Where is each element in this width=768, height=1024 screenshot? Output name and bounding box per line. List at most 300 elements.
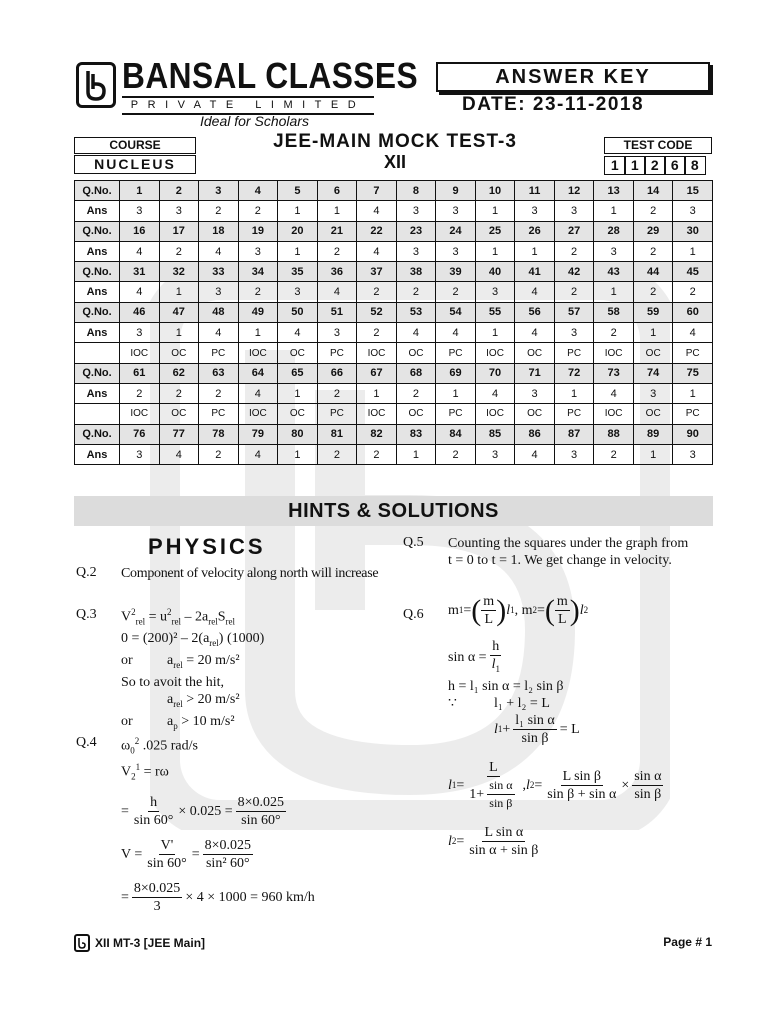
question-number-cell: 82: [357, 424, 397, 444]
fraction: L 1+ $\frac{\text{sin α}}{\text{sin β}}$: [469, 759, 513, 810]
answer-cell: 2: [633, 201, 673, 221]
answer-cell: 1: [594, 201, 634, 221]
question-number-cell: 57: [554, 302, 594, 322]
answer-cell: 4: [199, 241, 239, 261]
answer-cell: 4: [120, 282, 160, 302]
question-type-cell: OC: [396, 343, 436, 363]
question-number-cell: 68: [396, 363, 436, 383]
question-number-cell: 54: [436, 302, 476, 322]
equation-line: So to avoit the hit,: [121, 675, 225, 691]
course-label: COURSE: [74, 137, 196, 154]
solution-q5: [448, 535, 688, 569]
question-type-cell: IOC: [357, 343, 397, 363]
answer-row: [75, 201, 713, 221]
answer-cell: 2: [199, 383, 239, 403]
question-number-cell: 42: [554, 262, 594, 282]
row-label: Q.No.: [75, 363, 120, 383]
answer-cell: 1: [317, 201, 357, 221]
question-number: Q.4: [76, 735, 97, 750]
answer-cell: 1: [278, 201, 318, 221]
question-type-cell: PC: [199, 343, 239, 363]
question-number-cell: 89: [633, 424, 673, 444]
question-number-cell: 77: [159, 424, 199, 444]
equation-line: m 1 = ( $\frac{m}{L}$ ) l 1 , m 2 = ( $\frac{m}{L}$ ) l 2: [448, 593, 589, 627]
question-number-cell: 29: [633, 221, 673, 241]
fraction: $\frac{8\times 0.025}{\text{sin² 60°}}$: [204, 837, 252, 871]
question-number-cell: 88: [594, 424, 634, 444]
question-number-cell: 86: [515, 424, 555, 444]
answer-key-table: [74, 180, 713, 465]
answer-cell: 4: [317, 282, 357, 302]
answer-cell: 2: [633, 282, 673, 302]
row-label: Ans: [75, 444, 120, 464]
answer-cell: 2: [673, 282, 713, 302]
question-number-cell: 6: [317, 181, 357, 201]
question-number-cell: 18: [199, 221, 239, 241]
question-number-cell: 41: [515, 262, 555, 282]
answer-cell: 1: [475, 323, 515, 343]
question-number-row: [75, 363, 713, 383]
question-number-cell: 70: [475, 363, 515, 383]
answer-cell: 1: [159, 282, 199, 302]
answer-row: [75, 383, 713, 403]
test-title: JEE-MAIN MOCK TEST-3: [273, 131, 517, 152]
answer-cell: 2: [238, 282, 278, 302]
question-type-cell: PC: [673, 404, 713, 424]
solution-text: Counting the squares under the graph from: [448, 536, 689, 551]
test-code-digit: 2: [644, 156, 666, 175]
question-number-cell: 53: [396, 302, 436, 322]
question-number-cell: 78: [199, 424, 239, 444]
exam-date: DATE: 23-11-2018: [462, 94, 645, 115]
fraction: $\frac{\text{L sin α}}{\text{sin α + sin β}}$: [469, 824, 539, 858]
answer-cell: 4: [357, 201, 397, 221]
question-number-cell: 59: [633, 302, 673, 322]
question-number-cell: 13: [594, 181, 634, 201]
equation-line: $V^2_{rel} = u^2_{rel} - 2a_{rel}S_{rel}$: [121, 607, 236, 627]
equation-line: $V_2^1 = r\omega$: [121, 762, 169, 782]
test-code-digit: 6: [664, 156, 686, 175]
question-number-cell: 23: [396, 221, 436, 241]
question-number-cell: 40: [475, 262, 515, 282]
fraction: $\frac{V'}{\sin 60^\circ}$: [147, 837, 187, 871]
answer-cell: 4: [673, 323, 713, 343]
answer-cell: 1: [278, 383, 318, 403]
question-type-cell: IOC: [120, 404, 160, 424]
question-number-cell: 73: [594, 363, 634, 383]
question-number-cell: 49: [238, 302, 278, 322]
question-number-cell: 63: [199, 363, 239, 383]
question-number-cell: 12: [554, 181, 594, 201]
answer-cell: 4: [436, 323, 476, 343]
answer-cell: 1: [554, 383, 594, 403]
answer-cell: 3: [673, 444, 713, 464]
answer-cell: 4: [515, 444, 555, 464]
question-number-cell: 87: [554, 424, 594, 444]
answer-cell: 3: [475, 282, 515, 302]
question-number-row: [75, 221, 713, 241]
row-label: Ans: [75, 323, 120, 343]
question-number-cell: 55: [475, 302, 515, 322]
question-type-cell: PC: [317, 343, 357, 363]
question-number-cell: 11: [515, 181, 555, 201]
question-number-cell: 45: [673, 262, 713, 282]
question-number-cell: 39: [436, 262, 476, 282]
test-code-digits: [604, 156, 704, 175]
fraction: $\frac{8\times 0.025}{\sin 60^\circ}$: [237, 794, 285, 828]
fraction: $\frac{\text{l₁ sin α}}{\text{sin β}}$: [515, 712, 555, 746]
answer-cell: 3: [159, 201, 199, 221]
question-number-cell: 58: [594, 302, 634, 322]
question-number-cell: 67: [357, 363, 397, 383]
answer-cell: 2: [317, 444, 357, 464]
question-number-cell: 32: [159, 262, 199, 282]
answer-cell: 4: [120, 241, 160, 261]
fraction: $\frac{h}{\sin 60^\circ}$: [133, 794, 174, 828]
question-number-cell: 46: [120, 302, 160, 322]
question-number-cell: 79: [238, 424, 278, 444]
answer-cell: 2: [436, 444, 476, 464]
row-label: Ans: [75, 383, 120, 403]
question-type-cell: IOC: [238, 343, 278, 363]
answer-cell: 4: [515, 323, 555, 343]
question-number-cell: 22: [357, 221, 397, 241]
answer-cell: 4: [278, 323, 318, 343]
question-number-cell: 62: [159, 363, 199, 383]
question-number-row: [75, 302, 713, 322]
question-type-cell: PC: [436, 343, 476, 363]
question-number-cell: 28: [594, 221, 634, 241]
row-label: Q.No.: [75, 221, 120, 241]
answer-cell: 3: [120, 201, 160, 221]
answer-cell: 2: [159, 241, 199, 261]
question-type-cell: PC: [436, 404, 476, 424]
equation-line: l 1 + $\frac{\text{l₁ sin α}}{\text{sin β}}$ = L: [494, 712, 580, 746]
answer-cell: 1: [278, 241, 318, 261]
answer-cell: 3: [396, 241, 436, 261]
equation-line: l 1 = L 1+ $\frac{\text{sin α}}{\text{sin β}}$ , l 2 = $\frac{\text{L sin β}}{\text{sin β + sin α}}$ × $\frac{\text{sin α}}{\text{sin β}}$: [448, 759, 662, 810]
question-number-row: [75, 181, 713, 201]
question-type-cell: IOC: [594, 343, 634, 363]
question-type-row: [75, 343, 713, 363]
answer-cell: 2: [554, 282, 594, 302]
question-number-cell: 25: [475, 221, 515, 241]
answer-row: [75, 282, 713, 302]
question-type-cell: IOC: [120, 343, 160, 363]
answer-cell: 2: [238, 201, 278, 221]
answer-cell: 4: [238, 383, 278, 403]
question-number-cell: 84: [436, 424, 476, 444]
fraction: $\frac{h}{l_1}$: [491, 639, 500, 674]
question-type-cell: PC: [554, 404, 594, 424]
question-number-cell: 85: [475, 424, 515, 444]
question-type-cell: PC: [554, 343, 594, 363]
class-name: XII: [383, 152, 406, 172]
answer-cell: 3: [594, 241, 634, 261]
answer-key-banner: ANSWER KEY: [436, 62, 710, 92]
answer-cell: 4: [594, 383, 634, 403]
question-number-cell: 8: [396, 181, 436, 201]
answer-cell: 3: [515, 201, 555, 221]
answer-row: [75, 444, 713, 464]
question-number-cell: 19: [238, 221, 278, 241]
answer-cell: 2: [120, 383, 160, 403]
answer-cell: 3: [633, 383, 673, 403]
section-title: HINTS & SOLUTIONS: [74, 496, 713, 526]
question-number-cell: 76: [120, 424, 160, 444]
question-type-cell: IOC: [238, 404, 278, 424]
answer-cell: 3: [199, 282, 239, 302]
answer-cell: 3: [120, 444, 160, 464]
question-type-cell: PC: [673, 343, 713, 363]
answer-cell: 2: [436, 282, 476, 302]
answer-cell: 2: [357, 444, 397, 464]
question-number-cell: 3: [199, 181, 239, 201]
question-number: Q.5: [403, 535, 424, 550]
answer-row: [75, 323, 713, 343]
question-number-cell: 16: [120, 221, 160, 241]
answer-cell: 1: [673, 241, 713, 261]
answer-cell: 2: [357, 282, 397, 302]
answer-cell: 4: [396, 323, 436, 343]
answer-cell: 4: [199, 323, 239, 343]
answer-cell: 1: [278, 444, 318, 464]
question-number-cell: 21: [317, 221, 357, 241]
question-number-cell: 43: [594, 262, 634, 282]
course-value: NUCLEUS: [74, 155, 196, 174]
question-number-row: [75, 262, 713, 282]
question-type-cell: OC: [515, 404, 555, 424]
answer-cell: 3: [673, 201, 713, 221]
question-number-cell: 5: [278, 181, 318, 201]
answer-cell: 3: [317, 323, 357, 343]
equation-line: $0 = (200)^2 - 2(a_{rel})$ (1000): [121, 631, 265, 649]
question-type-cell: IOC: [475, 404, 515, 424]
answer-cell: 2: [317, 383, 357, 403]
page-number: Page # 1: [663, 935, 712, 949]
equation-line: or $a_p > 10$ m/s²: [121, 713, 235, 731]
question-number-cell: 65: [278, 363, 318, 383]
answer-cell: 4: [159, 444, 199, 464]
equation-line: h = l₁ sin α = l₂ sin β: [448, 678, 564, 694]
answer-cell: 2: [317, 241, 357, 261]
question-number-cell: 27: [554, 221, 594, 241]
row-label: Q.No.: [75, 181, 120, 201]
answer-cell: 3: [554, 323, 594, 343]
question-type-cell: OC: [396, 404, 436, 424]
question-type-cell: OC: [278, 404, 318, 424]
answer-cell: 3: [436, 241, 476, 261]
row-label: [75, 343, 120, 363]
row-label: Ans: [75, 201, 120, 221]
question-number-cell: 1: [120, 181, 160, 201]
answer-cell: 1: [436, 383, 476, 403]
question-number-cell: 31: [120, 262, 160, 282]
answer-cell: 1: [673, 383, 713, 403]
solution-q4: [121, 733, 315, 915]
question-number-cell: 81: [317, 424, 357, 444]
answer-cell: 1: [515, 241, 555, 261]
question-number-cell: 83: [396, 424, 436, 444]
question-type-cell: OC: [633, 343, 673, 363]
question-number-cell: 10: [475, 181, 515, 201]
equation-line: $a_{rel} > 20$ m/s²: [167, 692, 240, 709]
answer-cell: 3: [238, 241, 278, 261]
answer-cell: 4: [515, 282, 555, 302]
question-type-cell: IOC: [594, 404, 634, 424]
answer-cell: 3: [554, 444, 594, 464]
question-number-cell: 35: [278, 262, 318, 282]
answer-cell: 1: [238, 323, 278, 343]
row-label: Ans: [75, 282, 120, 302]
answer-row: [75, 241, 713, 261]
equation-line: $\omega_0^2$ .025 rad/s: [121, 736, 198, 756]
row-label: Q.No.: [75, 424, 120, 444]
answer-cell: 1: [633, 323, 673, 343]
answer-cell: 3: [278, 282, 318, 302]
answer-cell: 1: [159, 323, 199, 343]
question-number-cell: 71: [515, 363, 555, 383]
equation-line: ∵ l₁ + l₂ = L: [448, 695, 550, 711]
equation-line: l 2 = $\frac{\text{L sin α}}{\text{sin α + sin β}}$: [448, 824, 539, 858]
row-label: Ans: [75, 241, 120, 261]
question-number-cell: 14: [633, 181, 673, 201]
equation-line: or $a_{rel} = 20$ m/s²: [121, 653, 240, 671]
brand-subtitle: PRIVATE LIMITED: [122, 96, 374, 115]
equation-line: = $\frac{8\times 0.025}{3}$ × 4 × 1000 = 960 km/h: [121, 880, 315, 914]
brand-name: BANSAL CLASSES: [122, 55, 419, 96]
test-code-digit: 1: [624, 156, 646, 175]
answer-cell: 1: [475, 241, 515, 261]
answer-cell: 3: [475, 444, 515, 464]
test-code-label: TEST CODE: [604, 137, 712, 154]
question-type-cell: PC: [199, 404, 239, 424]
question-number-cell: 7: [357, 181, 397, 201]
question-number-cell: 48: [199, 302, 239, 322]
row-label: Q.No.: [75, 262, 120, 282]
question-number-cell: 52: [357, 302, 397, 322]
question-number-cell: 75: [673, 363, 713, 383]
test-code-digit: 8: [684, 156, 706, 175]
answer-cell: 2: [396, 282, 436, 302]
question-type-cell: OC: [159, 404, 199, 424]
answer-cell: 2: [199, 201, 239, 221]
equation-line: sin α = $\frac{h}{l_1}$: [448, 638, 666, 678]
question-number-cell: 64: [238, 363, 278, 383]
brand-tagline: Ideal for Scholars: [200, 113, 309, 129]
solution-q6: [448, 593, 666, 859]
fraction: $\frac{8\times 0.025}{3}$: [133, 880, 181, 914]
question-number: Q.6: [403, 607, 424, 622]
answer-cell: 4: [238, 444, 278, 464]
question-number-cell: 15: [673, 181, 713, 201]
question-number-cell: 60: [673, 302, 713, 322]
question-number-cell: 38: [396, 262, 436, 282]
question-number-row: [75, 424, 713, 444]
question-number-cell: 20: [278, 221, 318, 241]
answer-cell: 2: [357, 323, 397, 343]
question-type-cell: PC: [317, 404, 357, 424]
question-number-cell: 17: [159, 221, 199, 241]
question-number-cell: 33: [199, 262, 239, 282]
question-number-cell: 50: [278, 302, 318, 322]
solution-text: t = 0 to t = 1. We get change in velocity.: [448, 553, 672, 568]
answer-cell: 1: [633, 444, 673, 464]
fraction: $\frac{\text{L sin β}}{\text{sin β + sin α}}$: [547, 768, 617, 802]
brand-logo-icon: [74, 934, 90, 952]
question-number: Q.3: [76, 607, 97, 622]
subject-heading: PHYSICS: [148, 534, 266, 559]
solution-text: Component of velocity along north will increase: [121, 566, 379, 581]
question-number-cell: 56: [515, 302, 555, 322]
question-type-cell: OC: [515, 343, 555, 363]
answer-cell: 1: [594, 282, 634, 302]
question-number: Q.2: [76, 565, 97, 580]
question-number-cell: 61: [120, 363, 160, 383]
question-type-cell: OC: [159, 343, 199, 363]
answer-cell: 2: [396, 383, 436, 403]
answer-cell: 2: [594, 323, 634, 343]
question-number-cell: 37: [357, 262, 397, 282]
question-type-row: [75, 404, 713, 424]
question-number-cell: 9: [436, 181, 476, 201]
question-type-cell: OC: [633, 404, 673, 424]
answer-cell: 4: [475, 383, 515, 403]
answer-cell: 2: [554, 241, 594, 261]
answer-cell: 3: [515, 383, 555, 403]
question-number-cell: 69: [436, 363, 476, 383]
answer-cell: 1: [357, 383, 397, 403]
answer-cell: 3: [120, 323, 160, 343]
equation-line: = $\frac{h}{\sin 60^\circ}$ × 0.025 = $\frac{8\times 0.025}{\sin 60^\circ}$: [121, 794, 285, 828]
question-number-cell: 34: [238, 262, 278, 282]
brand-logo-icon: [76, 62, 116, 108]
question-number-cell: 2: [159, 181, 199, 201]
question-number-cell: 66: [317, 363, 357, 383]
question-type-cell: IOC: [475, 343, 515, 363]
footer-test-label: XII MT-3 [JEE Main]: [95, 936, 206, 950]
question-number-cell: 44: [633, 262, 673, 282]
answer-cell: 1: [475, 201, 515, 221]
answer-cell: 2: [199, 444, 239, 464]
question-type-cell: IOC: [357, 404, 397, 424]
question-type-cell: OC: [278, 343, 318, 363]
answer-cell: 2: [633, 241, 673, 261]
question-number-cell: 4: [238, 181, 278, 201]
answer-cell: 2: [159, 383, 199, 403]
question-number-cell: 26: [515, 221, 555, 241]
footer-left: [74, 934, 205, 952]
question-number-cell: 36: [317, 262, 357, 282]
answer-cell: 1: [396, 444, 436, 464]
fraction: $\frac{\text{sin α}}{\text{sin β}}$: [634, 768, 662, 802]
row-label: [75, 404, 120, 424]
equation-line: V = $\frac{V'}{\sin 60^\circ}$ = $\frac{8\times 0.025}{\text{sin² 60°}}$: [121, 837, 252, 871]
answer-cell: 2: [594, 444, 634, 464]
answer-cell: 4: [357, 241, 397, 261]
test-code-digit: 1: [604, 156, 626, 175]
question-number-cell: 47: [159, 302, 199, 322]
answer-cell: 3: [436, 201, 476, 221]
solution-q3: [121, 604, 264, 735]
question-number-cell: 80: [278, 424, 318, 444]
question-number-cell: 90: [673, 424, 713, 444]
question-number-cell: 51: [317, 302, 357, 322]
question-number-cell: 30: [673, 221, 713, 241]
answer-cell: 3: [396, 201, 436, 221]
question-number-cell: 24: [436, 221, 476, 241]
question-number-cell: 74: [633, 363, 673, 383]
